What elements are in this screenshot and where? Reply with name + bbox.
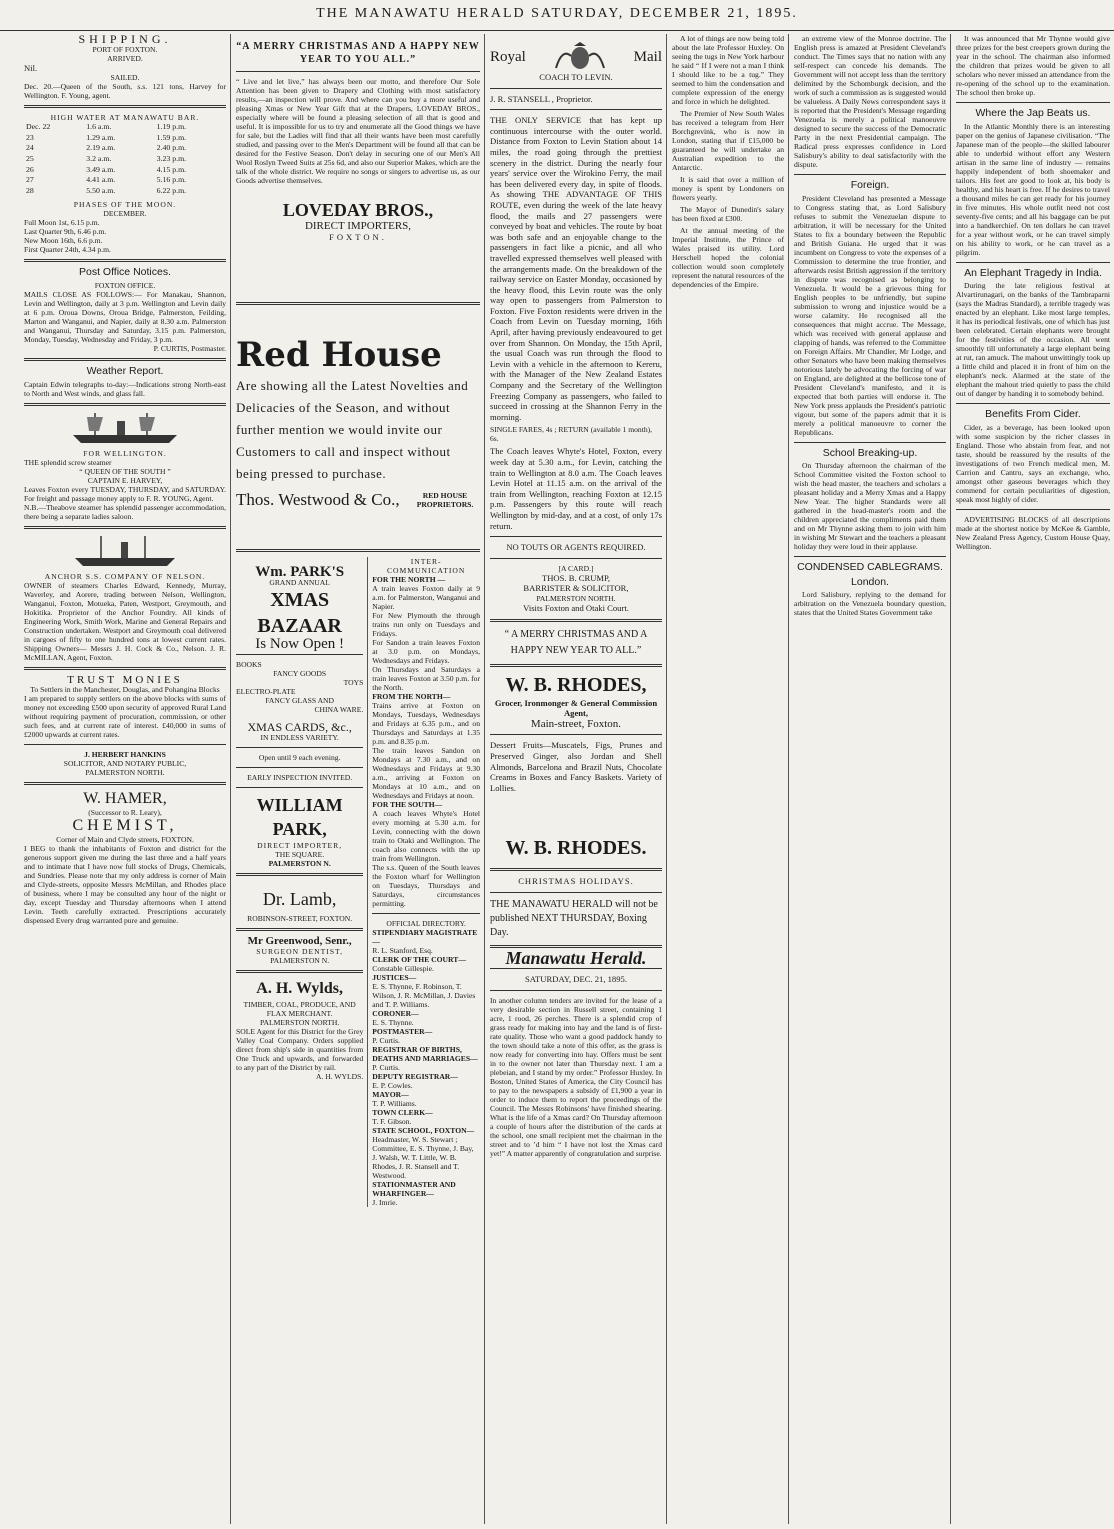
divider [236,549,480,552]
trust-sub: To Settlers in the Manchester, Douglas, and Pohangina Blocks [30,685,220,695]
tide-title: HIGH WATER AT MANAWATU BAR. [50,113,200,123]
moon-title: PHASES OF THE MOON. [73,200,177,210]
tide-date: 23 [26,132,34,142]
moon-line: New Moon 16th, 6.6 p.m. [24,236,103,246]
inter-item: On Thursdays and Saturdays a train leaves Foxton at 3.50 p.m. for the North. [372,665,480,693]
inter-item: For New Plymouth the through trains run only on Tuesdays and Fridays. [372,611,480,639]
official-name: E. P. Cowles. [372,1081,413,1091]
divider [24,782,226,785]
divider [490,990,662,991]
divider [794,442,946,443]
post-office-title: Post Office Notices. [78,266,171,279]
divider [490,968,662,969]
anchor-title: ANCHOR S.S. COMPANY OF NELSON. [44,571,206,581]
wylds-sub: TIMBER, COAL, PRODUCE, AND FLAX MERCHANT. [243,999,356,1018]
divider [24,744,226,745]
william-park-square: THE SQUARE. [275,849,325,859]
loveday-name: LOVEDAY BROS., [282,200,434,220]
divider [490,109,662,110]
official-title: OFFICIAL DIRECTORY. [386,919,466,929]
divider [956,509,1110,510]
arrived-nil: Nil. [24,62,38,73]
westwood-role: RED HOUSE PROPRIETORS. [416,491,474,510]
column-features [952,34,1114,1524]
wellington-nb: N.B.—Theabove steamer has splendid passenger accommodation, there being a separate ladies saloon. [24,502,226,521]
column-rule [484,34,485,1524]
weather-title: Weather Report. [86,364,164,377]
divider [24,526,226,529]
column-coach [486,34,666,1524]
red-house-text: Are showing all the Latest Novelties and Delicacies of the Season, and without further mention we would invite our Customers to call and inspect without being pressed to purchase. [236,378,469,482]
park-name: Wm. PARK'S [255,564,345,581]
rhodes-text: Dessert Fruits—Muscatels, Figs, Prunes and Preserved Ginger, also Jordan and Shell Almonds, Barcelona and Brazil Nuts, Chocolate Creams in Boxes and Fancy Baskets. Variety of Lollies. [490,740,662,793]
tide-date: 26 [26,164,34,174]
divider [24,403,226,406]
moon-line: Last Quarter 9th, 6.46 p.m. [24,227,107,237]
divider [24,667,226,670]
trust-title: TRUST MONIES [67,673,183,686]
wellington-title: FOR WELLINGTON. [83,448,167,458]
port-heading: PORT OF FOXTON. [92,44,158,54]
divider [794,174,946,175]
inter-item: The train leaves Sandon on Mondays at 7.30 a.m., and on Wednesdays and Fridays at 9.30 a.m., arriving at Foxton on Mondays at 10 a.m., and on Wednesdays and Fridays at noon. [372,746,480,801]
loveday-sub: DIRECT IMPORTERS, [304,220,412,232]
divider [490,868,662,871]
hankins-place: PALMERSTON NORTH. [85,768,165,778]
inter-north: FOR THE NORTH — [372,575,446,585]
inter-title: INTER-COMMUNICATION [386,557,466,576]
wellington-l3: CAPTAIN E. HARVEY, [87,475,163,485]
divider [24,105,226,108]
anchor-ship-icon [65,534,185,568]
school-title: School Breaking-up. [822,446,918,459]
divider [236,928,363,931]
divider [490,558,662,559]
shipping-title: SHIPPING. [78,34,172,46]
jap-text: In the Atlantic Monthly there is an interesting paper on the genius of Japanese civilisation. “The Japanese man of the people—the skilled labourer able to underbid without effort any Western artisan in the same line of industry — remains happily independent of both shoemaker and tailors. His feet are good to look at, his body is healthy, and his heart is free. If he desires to travel a thousand miles he can get ready for his journey in five minutes. His whole outfit need not cost seventy-five cents; and all his baggage can be put into a handkerchief. On ten dollars he can travel for a year without work, or he can travel simply on his ability to work, or he can travel as a pilgrim. [956,121,1110,257]
tide-date: Dec. 22 [26,122,51,132]
inter-item: For Sandon a train leaves Foxton at 3.0 p.m. on Mondays, Wednesdays and Fridays. [372,638,480,666]
inter-item: The s.s. Queen of the South leaves the Foxton wharf for Wellington on Tuesdays, Thursdays and Saturdays, circumstances permitting. [372,863,480,909]
coach-text: THE ONLY SERVICE that has kept up continuous intercourse with the outer world. Distance from Foxton to Levin Station about 14 miles, the road going through the prettiest scenery in the district. During the nearly four years' service over the Wirokino Ferry, the mail has been delivered every day, in spite of floods. As showing THE ADVANTAGE OF THIS ROUTE, even during the week of the late heavy flood, the mails and 27 passengers were conveyed by boat and vehicles. The route by boat was both safe and an enjoyable change to the passengers in fact like a picnic, and all who travelled expressed themselves well pleased with the arrangements made. On the breakdown of the railway service on Easter Monday, occasioned by the heavy flood, this Levin route was the only way open to passengers from Palmerston to Foxton. Five Foxton residents were driven in the Coach from Levin on Tuesday morning, 16th April, after having previously endeavoured to get over from Shannon. On Monday, the 15th April, the usual Coach was run through the flood to Levin with a vehicle in the afternoon to Kereru, with the Manager of the New Zealand Estates Company and the Secretary of the Wellington Freezing Company as passengers, who failed to succeed in crossing at the Shannon Ferry in the morning. [490,115,662,422]
rhodes-name-2: W. B. RHODES. [505,837,647,860]
hankins-title: SOLICITOR, AND NOTARY PUBLIC, [63,759,187,769]
william-park-place: PALMERSTON N. [268,858,331,868]
hamer-name: W. HAMER, [83,790,167,808]
column-rule [788,34,789,1524]
coach-title: COACH TO LEVIN. [539,72,613,82]
hamer-chemist: CHEMIST, [72,817,178,835]
coach-proprietor: J. R. STANSELL , Proprietor. [490,93,593,104]
foreign-intro: an extreme view of the Monroe doctrine. The English press is amazed at President Cleveland's conduct. The Times says that no nation with any self-respect can concede his demands. The Government will not accept less than the territory delimited by the Schomburgk decision, and the work of such a commission as is suggested would be valueless. A Daily News correspondent says it is reported that the President's Message regarding Venezuela is merely a political manoeuvre designed to secure the success of the Democratic Party in the next Presidential campaign. The Radical press expresses confidence in Lord Salisbury's ability to deal satisfactorily with the dispute. [794,34,946,169]
wylds-sign: A. H. WYLDS. [315,1071,364,1081]
xmas-headline: “A MERRY CHRISTMAS AND A HAPPY NEW YEAR TO YOU ALL.” [236,41,480,65]
cable-title: CONDENSED CABLEGRAMS. [797,561,943,574]
table-row [24,133,226,144]
lamb-address: ROBINSON-STREET, FOXTON. [247,913,353,923]
divider [956,102,1110,103]
park-early: EARLY INSPECTION INVITED. [247,772,353,782]
elephant-title: An Elephant Tragedy in India. [964,266,1102,279]
official-role: REGISTRAR OF BIRTHS, DEATHS AND MARRIAGES— [372,1045,478,1064]
inter-item: A coach leaves Whyte's Hotel every morning at 5.30 a.m. for Levin, connecting with the down train to Otaki and Wellington. The coach also connects with the up train from Wellington. [372,809,480,864]
divider [24,358,226,361]
divider [236,873,363,876]
coach-text-2: The Coach leaves Whyte's Hotel, Foxton, every week day at 5.30 a.m., for Levin, catching the train to Wellington at 8.0 a.m. The Coach leaves Levin Hotel at 11.15 a.m. on the arrival of the train from Wellington, reaching Foxton at 12.15 p.m. Passengers by this route will reach Wellington by mid-day, and at a cost, of only 17s return. [490,446,662,531]
column-rule [950,34,951,1524]
rhodes-sub: Grocer, Ironmonger & General Commission Agent, [494,697,658,719]
royal-crest-icon [552,42,608,72]
moon-month: DECEMBER. [103,209,147,219]
rhodes-address: Main-street, Foxton. [530,717,622,730]
table-row [24,143,226,154]
william-park-name: WILLIAM PARK, [256,794,343,839]
divider [490,88,662,89]
post-office-sign: P. CURTIS, Postmaster. [153,343,226,353]
tide-am: 3.2 a.m. [86,153,112,163]
park-item: CHINA WARE. [314,705,364,715]
holidays-title: CHRISTMAS HOLIDAYS. [518,876,634,887]
tide-am: 3.49 a.m. [86,164,116,174]
greenwood-name: Mr Greenwood, Senr., [247,934,352,947]
masthead-text: THE MANAWATU HERALD SATURDAY, DECEMBER 21, 1895. [316,6,798,21]
official-name: P. Curtis. [372,1036,400,1046]
editorial-text: In another column tenders are invited for the lease of a very desirable section in Russell street, containing 1 acre, 1 rood, 26 perches. There is a splendid crop of grass ready for making into hay and the land is of first-rate quality. Those who want a good paddock handy to the town should take a note of this offer, as the grass is now ready for converting into hay. Offers must be sent in to the owner not later than Thursday next. I am a plebeian, and I stand by my order.” Professor Huxley. In Boston, United States of America, the City Council has to pay to the newspapers a subsidy of £1,900 a year in order to induce them to report the proceedings of the Council. The Messrs Robinsons' have finished shearing. What is the life of a Xmas card? On Thursday afternoon a couple of hours after the distribution of the cards at the school, one small recipient met the chairman in the street and to ’d him “ I have not lost the Xmas card yet!” A matter apparently of congratulation and surprise. [490,996,662,1159]
rhodes-name: W. B. RHODES, [505,673,647,696]
hamer-text: I BEG to thank the inhabitants of Foxton and district for the generous support given me during the last three and a half years and to intimate that I have now full stocks of Drugs, Chemicals, and Sundries. Please note that my only address is corner of Main and Clyde-streets, opposite Messrs McMillan, and Rhodes place of business, where I may be consulted any hour of the night or day, except Tuesday and Thursday afternoons when I attend Levin. Teeth carefully extracted. Prescriptions accurately dispensed Every drug warranted pure and genuine. [24,844,226,926]
column-rule [230,34,231,1524]
post-office-sub: FOXTON OFFICE. [94,280,156,290]
mail-label: Mail [633,48,662,65]
news-item: At the annual meeting of the Imperial Institute, the Prince of Wales praised its utility. Lord Herschell hoped the colonial collection would soon completely represent the natural resources of the dependencies of the Empire. [672,226,784,289]
news-item: A lot of things are now being told about the late Professor Huxley. On seeing the tugs in New York harbour he said “ If I were not a man I think I should like to be a tug.” They seemed to him the condensation and complete expression of the energy and force in which he delighted. [672,34,784,106]
park-annual: GRAND ANNUAL [269,577,330,587]
column-rule [666,34,667,1524]
official-name: T. F. Gibson. [372,1117,412,1127]
wellington-text: Leaves Foxton every TUESDAY, THURSDAY, and SATURDAY. For freight and passage money apply to F. R. YOUNG, Agent. [24,484,226,503]
divider [236,767,363,768]
official-name: E. S. Thynne. [372,1018,414,1028]
arrived-heading: ARRIVED. [107,53,143,63]
divider [490,734,662,735]
tide-pm: 1.59 p.m. [156,132,187,142]
tide-am: 4.41 a.m. [86,175,116,185]
official-role: POSTMASTER— [372,1027,433,1037]
no-touts: NO TOUTS OR AGENTS REQUIRED. [506,542,646,553]
hamer-address: Corner of Main and Clyde streets, FOXTON. [56,835,194,845]
wellington-l1: THE splendid screw steamer [24,457,112,467]
official-name: E. S. Thynne, F. Robinson, T. Wilson, J. R. McMillan, J. Davies and T. P. Williams. [372,982,476,1010]
divider [236,302,480,305]
divider [490,619,662,622]
wylds-place: PALMERSTON NORTH. [260,1017,340,1027]
tide-am: 2.19 a.m. [86,143,116,153]
masthead [0,6,1114,31]
park-item: TOYS [343,678,364,688]
table-row [24,122,226,133]
foreign-text: President Cleveland has presented a Message to Congress stating that, as Lord Salisbury refuses to submit the Venezuelan dispute to arbitration, it will be necessary for the United States to fix a boundary between the Republic and British Guiana. He urged that it was incumbent on Congress to vote the expenses of a Commission to determine the true frontier, and afterwards resist British aggression if the territory in dispute was recognised as belonging to Venezuela. It would be a grievous thing for English peoples to be unfriendly, but supine submission to wrong and injustice would be a worse calamity. He recognised all the consequences that might accrue. The Message, which was received with general applause and clapping of hands, was referred to the Committee on Foreign Affairs. Mr Chandler, Mr Lodge, and other Senators who have been making themselves notorious lately be advocating the forcing of war on England, are delighted at the bellicose tone of President Cleveland's manifesto, and it is expected that both parties will endorse it. The New York press applauds the President's patriotic vigour, but some of the papers admit that it is merely a political manoeuvre to corner the Republicans. [794,193,946,437]
westwood-name: Thos. Westwood & Co., [236,489,400,509]
park-evening: Open until 9 each evening. [258,752,341,762]
divider [490,664,662,667]
column-foreign [790,34,950,1524]
cable-text: Lord Salisbury, replying to the demand for arbitration on the Venezuela boundary question, states that the United States Government take [794,590,946,618]
official-role: CORONER— [372,1009,419,1019]
hamer-sub: (Successor to R. Leary), [88,808,162,818]
greenwood-sub: SURGEON DENTIST, [256,946,344,956]
divider [236,654,363,655]
column-news [668,34,788,1524]
table-row [24,186,226,197]
crump-name: THOS. B. CRUMP, [541,572,611,583]
official-name: R. L. Stanford, Esq. [372,946,433,956]
paper-date: SATURDAY, DEC. 21, 1895. [525,974,627,985]
divider [490,536,662,537]
divider [24,259,226,262]
divider [956,262,1110,263]
jap-title: Where the Jap Beats us. [975,107,1091,119]
tide-pm: 6.22 p.m. [156,185,187,195]
park-item: BOOKS [236,660,262,670]
divider [236,747,363,748]
hankins-name: J. HERBERT HANKINS [84,750,166,760]
official-role: STATE SCHOOL, FOXTON— [372,1126,475,1136]
inter-from-north: FROM THE NORTH— [372,692,451,702]
news-item: The Premier of New South Wales has received a telegram from Herr Borchgrevink, who is now in London, stating that if £15,000 be guaranteed he will undertake an Australian expedition to the Antarctic. [672,109,784,172]
moon-line: Full Moon 1st, 6.15 p.m. [24,218,100,228]
park-cards: XMAS CARDS, &c., [247,720,352,735]
crump-place: PALMERSTON NORTH. [536,593,616,603]
inter-south: FOR THE SOUTH— [372,800,443,810]
anchor-text: OWNER of steamers Charles Edward, Kennedy, Murray, Waverley, and Aorere, trading between Nelson, Wellington, Wanganui, Foxton, Motueka, Paten, Westport, Greymouth, and Hokitika. Proprietor of the Anchor Foundry. All kinds of Engineering Work, Smith Work, Marine and General Repairs and Construction undertaken. Westport and Greymouth coal delivered in cargoes of fifty to one hundred tons at lowest current rates. Shipping Owners— Messrs J. H. Cock & Co., Nelson. J. R. McMILLAN, Agent, Foxton. [24,580,226,662]
red-house-title: Red House [236,335,442,376]
trust-text: I am prepared to supply settlers on the above blocks with sums of money not exceeding £500 upon security of approved Rural Land without requiring payment of procuration, commission, or other such fees, and at current rate of interest. £40,000 in sums of £2000 upwards at current rates. [24,694,226,740]
divider [794,556,946,557]
weather-text: Captain Edwin telegraphs to-day:—Indications strong North-east to North and West winds, and glass fall. [24,379,226,398]
divider [372,913,480,914]
official-name: Constable Gillespie. [372,964,434,974]
school-text: On Thursday afternoon the chairman of the School Committee visited the Foxton school to wish the head master, the teachers and scholars a pleasant holiday and a Merry Xmas and a Happy New Year. The higher Standards were all gathered in the head-master's room and the children appreciated the compliments paid them and on Mr Thynne asking them to join with him in wishing Mr Stewart and the teachers a pleasant holiday they were loud in their applause. [794,461,946,552]
paper-title: Manawatu Herald. [505,947,647,968]
tide-am: 5.50 a.m. [86,185,116,195]
official-role: STIPENDIARY MAGISTRATE— [372,928,478,947]
park-item: FANCY GOODS [273,669,327,679]
inter-item: Trains arrive at Foxton on Mondays, Tuesdays, Wednesdays and Fridays at 6.35 p.m., and on Thursdays and Saturdays at 1.35 p.m. and 8.35 p.m. [372,701,480,747]
official-role: CLERK OF THE COURT— [372,955,466,965]
official-role: MAYOR— [372,1090,409,1100]
wylds-name: A. H. Wylds, [256,979,343,997]
lamb-name: Dr. Lamb, [262,888,337,909]
table-row [24,175,226,186]
steamer-ship-icon [65,411,185,445]
school-prizes-text: It was announced that Mr Thynne would give three prizes for the best creepers grown during the year in the school. The chairman also informed the children that prizes would be given to all scholars who never missed an attendance from the re-opening of the school up to the examination. The school then broke up. [956,34,1110,97]
park-variety: IN ENDLESS VARIETY. [260,732,339,742]
tide-am: 1.6 a.m. [86,122,112,132]
coach-fares: SINGLE FARES, 4s ; RETURN (available 1 month), 6s. [490,425,653,444]
official-role: STATIONMASTER AND WHARFINGER— [372,1180,456,1199]
table-row [24,165,226,176]
divider [490,892,662,893]
royal-label: Royal [490,48,526,65]
park-item: FANCY GLASS AND [265,696,335,706]
official-name: T. P. Williams. [372,1099,417,1109]
cider-title: Benefits From Cider. [985,408,1081,421]
tide-table [24,122,226,196]
sailed-text: Dec. 20.—Queen of the South, s.s. 121 tons, Harvey for Wellington. F. Young, agent. [24,82,226,101]
foreign-title: Foreign. [850,179,890,191]
william-park-sub: DIRECT IMPORTER, [257,840,343,850]
cable-sub: London. [851,575,889,588]
greenwood-place: PALMERSTON N. [270,955,330,965]
tide-pm: 3.23 p.m. [156,153,187,163]
column-advertisements [232,34,484,1524]
crump-sub: BARRISTER & SOLICITOR, [523,583,629,594]
divider [236,970,363,973]
tide-date: 24 [26,143,34,153]
divider [956,403,1110,404]
advertising-blocks: ADVERTISING BLOCKS of all descriptions made at the shortest notice by McKee & Gamble, New Zealand Press Agency, Custom House Quay, Wellington. [956,514,1110,551]
cider-text: Cider, as a beverage, has been looked upon with some suspicion by the richer classes in England. Those who abstain from fear, and not taste, should be reassured by the results of the investigations of two French medical men, M. Carrion and Cantru, says an exchange, who, amongst other gaseous beverages which they commend for certain peculiarities of digestion, speak most highly of cider. [956,422,1110,504]
wellington-l2: “ QUEEN OF THE SOUTH ” [79,466,171,476]
table-row [24,154,226,165]
news-item: The Mayor of Dunedin's salary has been fixed at £300. [672,205,784,223]
crump-visits: Visits Foxton and Otaki Court. [523,602,629,613]
loveday-place: FOXTON. [329,231,387,242]
tide-pm: 5.16 p.m. [156,175,187,185]
park-item: ELECTRO-PLATE [236,687,296,697]
loveday-text: “ Live and let live,” has always been our motto, and therefore Our Sole Attention has been given to Drapery and Clothing with most satisfactory results,—an inspection will prove. And where can you buy a more useful and pleasing Xmas or New Year Gift that at the Drapers, LOVEDAY BROS., especially where will be found a pleasing selection of all that is good and useful. It is impossible for us to try and enumerate all the Good things we have for sale, but the Ladies will find that all their wants have been most carefully studied, and passing over to the Men's Department will be found all that can be desired for the Festive Season. Don't delay in securing one of our Men's All Wool Roslyn Tweed Suits at 25s 6d, and also our Superior Makes, which are the talk of the whole district. We require no songs or singers to advertise us, as our Goods advertise themselves. [236,77,480,185]
post-office-text: MAILS CLOSE AS FOLLOWS:— For Manakau, Shannon, Levin and Wellington, daily at 3 p.m. Wellington and Levin daily at 6 p.m. Oroua Downs, Oroua Bridge, Palmerston, Feilding, Marton and Wanganui, and Napier, daily at 8.30 a.m. Palmerston and Wanganui, Thursday and Saturday, 3.15 p.m. Palmerston, Monday, Tuesday, Wednesday and Friday, 3 p.m. [24,289,226,344]
official-name: J. Imrie. [372,1198,398,1208]
news-item: It is said that over a million of money is spent by Londoners on flowers yearly. [672,175,784,202]
moon-line: First Quarter 24th, 4.34 p.m. [24,245,111,255]
official-name: Headmaster, W. S. Stewart ; Committee, E. S. Thynne, J. Bay, J. Walsh, W. T. Little, W. B. Rhodes, J. R. Stansell and T. Westwood. [372,1135,474,1181]
inter-item: A train leaves Foxton daily at 9 a.m. for Palmerston, Wanganui and Napier. [372,584,480,612]
xmas-greeting: “ A MERRY CHRISTMAS AND A HAPPY NEW YEAR TO ALL.” [504,628,648,656]
column-shipping [20,34,230,1524]
crump-card: [A CARD.] [558,563,594,573]
official-role: DEPUTY REGISTRAR— [372,1072,458,1082]
tide-pm: 4.15 p.m. [156,164,187,174]
park-bazaar: XMAS BAZAAR [257,588,342,637]
official-name: P. Curtis. [372,1063,400,1073]
wylds-text: SOLE Agent for this District for the Grey Valley Coal Company. Orders supplied direct from ship's side in quantities from One Truck and upwards, and forwarded to any part of the District by rail. [236,1026,364,1072]
sailed-heading: SAILED. [110,73,140,83]
tide-am: 1.29 a.m. [86,132,116,142]
tide-date: 28 [26,185,34,195]
park-open: Is Now Open ! [255,635,345,652]
official-role: JUSTICES— [372,973,417,983]
tide-pm: 1.19 p.m. [156,122,187,132]
elephant-text: During the late religious festival at Alvartirunagari, on the banks of the Tambraparni (says the Madras Standard), a terrible tragedy was enacted by an elephant. Like most large temples, it has its periodical festivals, one of which has just been celebrated. Certain elephants were brought for the festivities of the occasion. All went smoothly till unfortunately a large elephant being at rut, ran amuck. The mahout unwittingly took up a little child and placed it in front of him on the elephant's neck. Alarmed at the state of the elephant the mahout tried quietly to pass the child out of danger by handing it to somebody behind. [956,281,1110,399]
tide-date: 25 [26,153,34,163]
tide-pm: 2.40 p.m. [156,143,187,153]
official-role: TOWN CLERK— [372,1108,433,1118]
divider [236,787,363,788]
divider [236,71,480,72]
tide-date: 27 [26,175,34,185]
herald-notice: THE MANAWATU HERALD will not be published NEXT THURSDAY, Boxing Day. [490,898,658,938]
